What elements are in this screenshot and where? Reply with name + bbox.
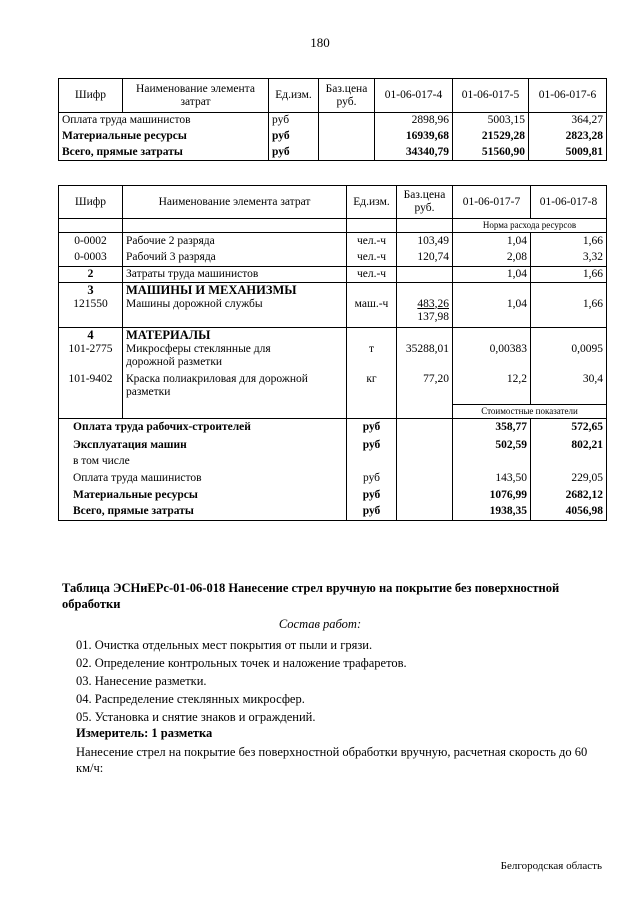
table-row <box>59 298 607 328</box>
row-name: Материальные ресурсы <box>59 129 269 145</box>
header-col-017-6: 01-06-017-6 <box>529 79 607 113</box>
row-unit: руб <box>347 437 397 454</box>
row-name: Оплата труда рабочих-строителей <box>59 419 347 437</box>
row-name: в том числе <box>59 454 347 470</box>
row-price: 77,20 <box>397 373 453 405</box>
cost-header-row <box>59 405 607 419</box>
list-item: 04. Распределение стеклянных микросфер. <box>76 692 305 706</box>
header-code: Шифр <box>59 186 123 219</box>
row-value: 2682,12 <box>531 487 607 504</box>
header-col-017-8: 01-06-017-8 <box>531 186 607 219</box>
row-code: 0-0003 <box>59 250 123 267</box>
table-row <box>59 504 607 521</box>
row-name: Рабочие 2 разряда <box>123 233 347 250</box>
page-number: 180 <box>310 35 330 50</box>
table1-header <box>59 79 607 113</box>
row-unit: руб <box>269 129 319 145</box>
row-value: 364,27 <box>529 113 607 129</box>
operations-list <box>76 636 407 726</box>
row-value: 12,2 <box>453 373 531 405</box>
section-code: 3 <box>59 283 123 298</box>
row-value: 1,04 <box>453 298 531 328</box>
row-unit: чел.-ч <box>347 250 397 267</box>
row-price: 35288,01 <box>397 343 453 373</box>
table-row <box>59 113 607 129</box>
table-row <box>59 267 607 283</box>
row-value: 2823,28 <box>529 129 607 145</box>
header-unit: Ед.изм. <box>269 79 319 113</box>
header-name: Наименование элемента затрат <box>123 79 269 113</box>
row-name: Оплата труда машинистов <box>59 113 269 129</box>
norm-label: Норма расхода ресурсов <box>453 219 607 233</box>
row-price-secondary: 137,98 <box>417 310 449 323</box>
header-price: Баз.цена руб. <box>397 186 453 219</box>
row-name: Краска полиакриловая для дорожной <box>126 372 308 385</box>
row-value: 229,05 <box>531 470 607 487</box>
row-name-cell <box>123 343 347 373</box>
row-value: 51560,90 <box>453 145 529 161</box>
row-price: 483,26 <box>417 297 449 310</box>
row-value: 5003,15 <box>453 113 529 129</box>
cost-table-2 <box>58 185 607 521</box>
row-name: Всего, прямые затраты <box>59 145 269 161</box>
table-row <box>59 437 607 454</box>
row-value: 572,65 <box>531 419 607 437</box>
row-name: Затраты труда машинистов <box>123 267 347 283</box>
table-row <box>59 145 607 161</box>
row-value: 0,0095 <box>531 343 607 373</box>
row-name-cont: разметки <box>126 385 171 398</box>
row-name: Микросферы стеклянные для <box>126 342 271 355</box>
list-item: 03. Нанесение разметки. <box>76 674 207 688</box>
row-value: 34340,79 <box>375 145 453 161</box>
row-value: 1,66 <box>531 233 607 250</box>
row-value: 0,00383 <box>453 343 531 373</box>
norm-header-row <box>59 219 607 233</box>
row-value: 16939,68 <box>375 129 453 145</box>
row-code: 121550 <box>59 298 123 328</box>
table2-header <box>59 186 607 219</box>
row-name: Оплата труда машинистов <box>59 470 347 487</box>
row-value: 1938,35 <box>453 504 531 521</box>
row-value: 358,77 <box>453 419 531 437</box>
row-name-cell <box>123 373 347 405</box>
section-code: 4 <box>59 328 123 343</box>
row-value: 4056,98 <box>531 504 607 521</box>
header-col-017-7: 01-06-017-7 <box>453 186 531 219</box>
description: Нанесение стрел на покрытие без поверхностной обработки вручную, расчетная скорость до 60 км/ч: <box>76 745 588 775</box>
row-unit: т <box>347 343 397 373</box>
section-title: МАТЕРИАЛЫ <box>123 328 347 343</box>
table-row <box>59 343 607 373</box>
row-unit: маш.-ч <box>347 298 397 328</box>
table-row <box>59 233 607 250</box>
table-row <box>59 487 607 504</box>
table-row <box>59 470 607 487</box>
row-value: 5009,81 <box>529 145 607 161</box>
header-code: Шифр <box>59 79 123 113</box>
row-price: 103,49 <box>397 233 453 250</box>
table-row <box>59 129 607 145</box>
section-row <box>59 283 607 298</box>
row-value: 143,50 <box>453 470 531 487</box>
header-col-017-4: 01-06-017-4 <box>375 79 453 113</box>
row-code: 2 <box>59 267 123 283</box>
row-value: 1076,99 <box>453 487 531 504</box>
row-value: 3,32 <box>531 250 607 267</box>
row-name: Эксплуатация машин <box>59 437 347 454</box>
row-value: 1,66 <box>531 298 607 328</box>
row-name: Материальные ресурсы <box>59 487 347 504</box>
row-name: Машины дорожной службы <box>123 298 347 328</box>
row-unit: чел.-ч <box>347 267 397 283</box>
row-code: 101-9402 <box>59 373 123 405</box>
list-item: 05. Установка и снятие знаков и ограждений. <box>76 710 316 724</box>
row-price-cell <box>397 298 453 328</box>
measure-unit: Измеритель: 1 разметка <box>76 726 213 740</box>
works-label: Состав работ: <box>278 617 362 631</box>
row-unit: руб <box>347 470 397 487</box>
row-value: 1,04 <box>453 233 531 250</box>
row-unit: руб <box>269 145 319 161</box>
header-price: Баз.цена руб. <box>319 79 375 113</box>
header-col-017-5: 01-06-017-5 <box>453 79 529 113</box>
row-code: 0-0002 <box>59 233 123 250</box>
header-name: Наименование элемента затрат <box>123 186 347 219</box>
row-unit: кг <box>347 373 397 405</box>
row-name-cont: дорожной разметки <box>126 355 223 368</box>
cost-table-1 <box>58 78 607 161</box>
row-value: 802,21 <box>531 437 607 454</box>
table-row <box>59 373 607 405</box>
row-value: 30,4 <box>531 373 607 405</box>
row-value: 1,04 <box>453 267 531 283</box>
header-unit: Ед.изм. <box>347 186 397 219</box>
row-unit: руб <box>269 113 319 129</box>
list-item: 02. Определение контрольных точек и наложение трафаретов. <box>76 656 407 670</box>
section-title: МАШИНЫ И МЕХАНИЗМЫ <box>123 283 347 298</box>
row-unit: руб <box>347 419 397 437</box>
row-code: 101-2775 <box>59 343 123 373</box>
row-unit: чел.-ч <box>347 233 397 250</box>
section-title: Таблица ЭСНиЕРс-01-06-018 Нанесение стрел вручную на покрытие без поверхностной обработки <box>62 581 560 611</box>
row-value: 502,59 <box>453 437 531 454</box>
row-name: Всего, прямые затраты <box>59 504 347 521</box>
row-value: 2,08 <box>453 250 531 267</box>
row-value: 2898,96 <box>375 113 453 129</box>
row-name: Рабочий 3 разряда <box>123 250 347 267</box>
row-price: 120,74 <box>397 250 453 267</box>
table-row <box>59 250 607 267</box>
row-unit: руб <box>347 487 397 504</box>
list-item: 01. Очистка отдельных мест покрытия от пыли и грязи. <box>76 638 373 652</box>
row-value: 21529,28 <box>453 129 529 145</box>
row-value: 1,66 <box>531 267 607 283</box>
table-row <box>59 454 607 470</box>
cost-label: Стоимостные показатели <box>453 405 607 419</box>
row-unit: руб <box>347 504 397 521</box>
section-row <box>59 328 607 343</box>
footer-region: Белгородская область <box>500 860 602 872</box>
table-row <box>59 419 607 437</box>
